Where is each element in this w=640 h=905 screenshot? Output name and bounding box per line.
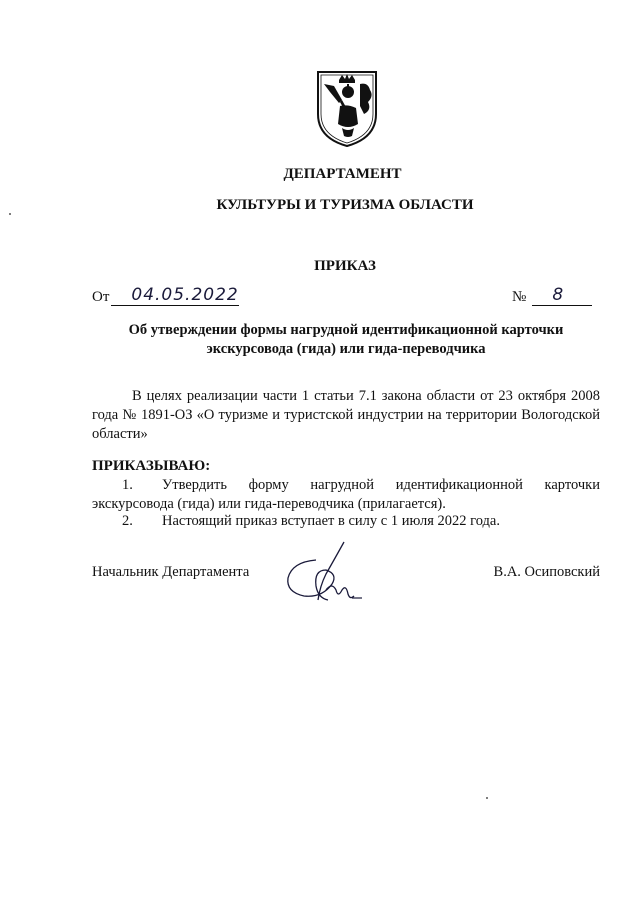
department-name-line1: ДЕПАРТАМЕНТ — [283, 166, 402, 182]
number-label: № — [512, 289, 527, 305]
signatory-name: В.А. Осиповский — [493, 564, 600, 580]
document-type-title: ПРИКАЗ — [314, 258, 376, 274]
subject-line2: экскурсовода (гида) или гида-переводчика — [206, 341, 486, 357]
order-item — [92, 476, 600, 514]
date-field — [111, 285, 239, 306]
signatory-position: Начальник Департамента — [92, 564, 250, 580]
subject-line1: Об утверждении формы нагрудной идентификационной карточки — [128, 322, 564, 338]
number-row — [512, 285, 592, 306]
date-label: От — [92, 289, 110, 305]
date-value: 04.05.2022 — [131, 285, 239, 305]
date-row — [92, 285, 239, 306]
item-text: Утвердить форму нагрудной идентификационной карточки экскурсовода (гида) или гида-переводчика (прилагается). — [92, 477, 600, 512]
order-word: ПРИКАЗЫВАЮ: — [92, 458, 211, 474]
item-number: 1. — [122, 477, 133, 493]
preamble-paragraph: В целях реализации части 1 статьи 7.1 закона области от 23 октября 2008 года № 1891-ОЗ «О туризме и туристской индустрии на территории Вологодской области» — [92, 388, 600, 442]
number-value: 8 — [552, 285, 565, 305]
order-item — [92, 512, 600, 531]
scan-speck — [9, 213, 11, 215]
coat-of-arms-icon — [312, 66, 382, 150]
scan-speck — [486, 797, 488, 799]
department-name-line2: КУЛЬТУРЫ И ТУРИЗМА ОБЛАСТИ — [216, 197, 474, 213]
handwritten-signature-icon — [282, 540, 372, 610]
document-subject — [92, 321, 600, 359]
item-text: Настоящий приказ вступает в силу с 1 июля 2022 года. — [162, 513, 500, 529]
number-field — [532, 285, 592, 306]
item-number: 2. — [122, 513, 133, 529]
